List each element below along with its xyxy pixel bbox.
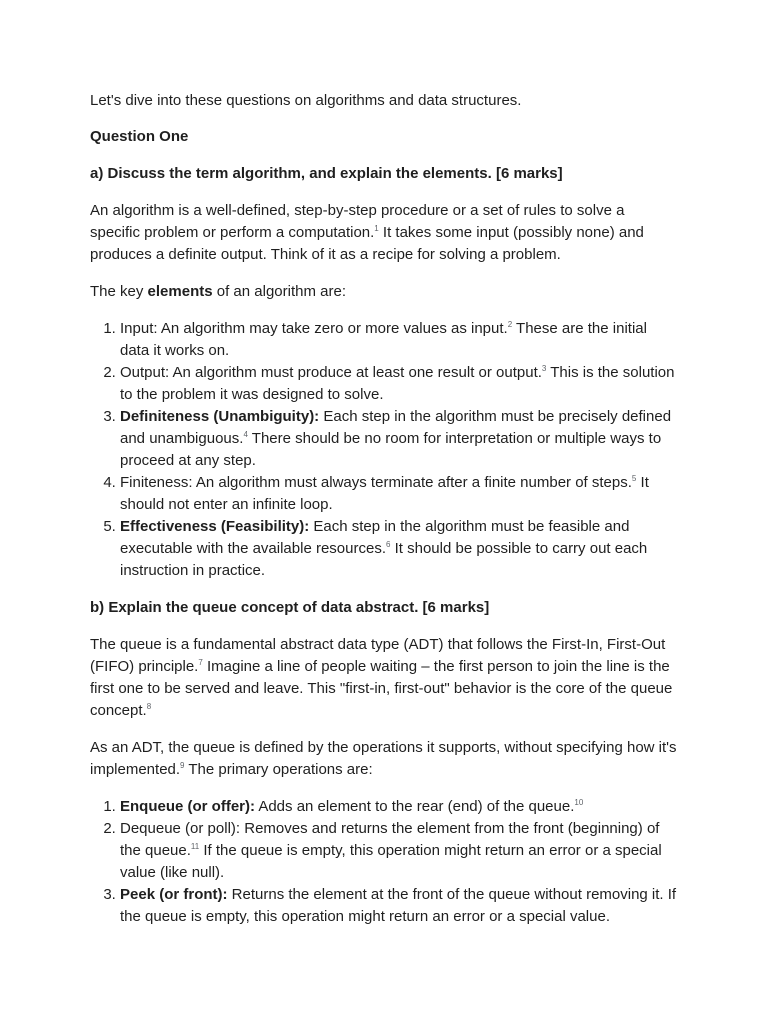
footnote-ref[interactable]: 9 [180,761,185,770]
list-item [120,472,678,516]
item-rest: This is the solution to the problem it was designed to solve. [120,364,675,403]
part-b-paragraph-2 [90,737,678,781]
elements-intro-pre: The key [90,283,148,300]
item-text: Each step in the algorithm must be precisely defined and unambiguous. [120,408,672,447]
elements-list [90,318,678,582]
item-text: Dequeue (or poll): Removes and returns the element from the front (beginning) of the queue. [120,820,660,859]
footnote-ref[interactable]: 11 [190,842,200,851]
footnote-ref[interactable]: 1 [374,224,379,233]
question-title: Question One [90,128,189,145]
item-text: Each step in the algorithm must be feasible and executable with the available resources. [120,518,630,557]
item-bold: Peek (or front): [120,886,228,903]
part-a-para1-text1: An algorithm is a well-defined, step-by-step procedure or a set of rules to solve a specific problem or perform a computation. [90,202,625,241]
item-bold: Effectiveness (Feasibility): [120,518,310,535]
footnote-ref[interactable]: 8 [146,702,152,711]
footnote-ref[interactable]: 3 [541,364,547,373]
intro-text: Let's dive into these questions on algorithms and data structures. [90,92,522,109]
footnote-ref[interactable]: 10 [574,798,584,807]
item-rest: It should not enter an infinite loop. [120,474,649,513]
item-rest: It should be possible to carry out each instruction in practice. [120,540,648,579]
part-b-paragraph-1 [90,634,678,722]
elements-intro-post: of an algorithm are: [212,283,346,300]
part-a-paragraph [90,200,678,266]
item-bold: Definiteness (Unambiguity): [120,408,320,425]
part-b-para2-text1: As an ADT, the queue is defined by the operations it supports, without specifying how it's implemented. [90,739,677,778]
elements-intro [90,281,678,303]
item-bold: Enqueue (or offer): [120,798,255,815]
item-text: Input: An algorithm may take zero or more values as input. [120,320,508,337]
item-text: Finiteness: An algorithm must always terminate after a finite number of steps. [120,474,632,491]
footnote-ref[interactable]: 7 [198,658,203,667]
footnote-ref[interactable]: 6 [386,540,391,549]
item-rest: If the queue is empty, this operation might return an error or a special value (like null). [120,842,662,881]
footnote-ref[interactable]: 2 [507,320,513,329]
part-a-heading: a) Discuss the term algorithm, and explain the elements. [6 marks] [90,165,563,182]
list-item [120,516,678,582]
queue-operations-list [90,796,678,928]
list-item [120,884,678,928]
list-item [120,406,678,472]
item-rest: These are the initial data it works on. [120,320,647,359]
item-text: Adds an element to the rear (end) of the queue. [255,798,575,815]
part-b-para2-text2: The primary operations are: [184,761,373,778]
elements-intro-bold: elements [147,283,213,300]
footnote-ref[interactable]: 4 [243,430,248,439]
list-item [120,796,678,818]
footnote-ref[interactable]: 5 [631,474,637,483]
item-rest: There should be no room for interpretation or multiple ways to proceed at any step. [120,430,662,469]
item-text: Returns the element at the front of the queue without removing it. If the queue is empty, this operation might return an error or a special value. [120,886,677,925]
item-text: Output: An algorithm must produce at least one result or output. [120,364,542,381]
list-item [120,818,678,884]
part-a-para1-text2: It takes some input (possibly none) and produces a definite output. Think of it as a recipe for solving a problem. [90,224,644,263]
list-item [120,362,678,406]
part-b-para1-text2: Imagine a line of people waiting – the first person to join the line is the first one to be served and leave. This "first-in, first-out" behavior is the core of the queue concept. [90,658,673,719]
part-b-heading: b) Explain the queue concept of data abstract. [6 marks] [90,599,490,616]
part-b-para1-text1: The queue is a fundamental abstract data type (ADT) that follows the First-In, First-Out (FIFO) principle. [90,636,666,675]
list-item [120,318,678,362]
